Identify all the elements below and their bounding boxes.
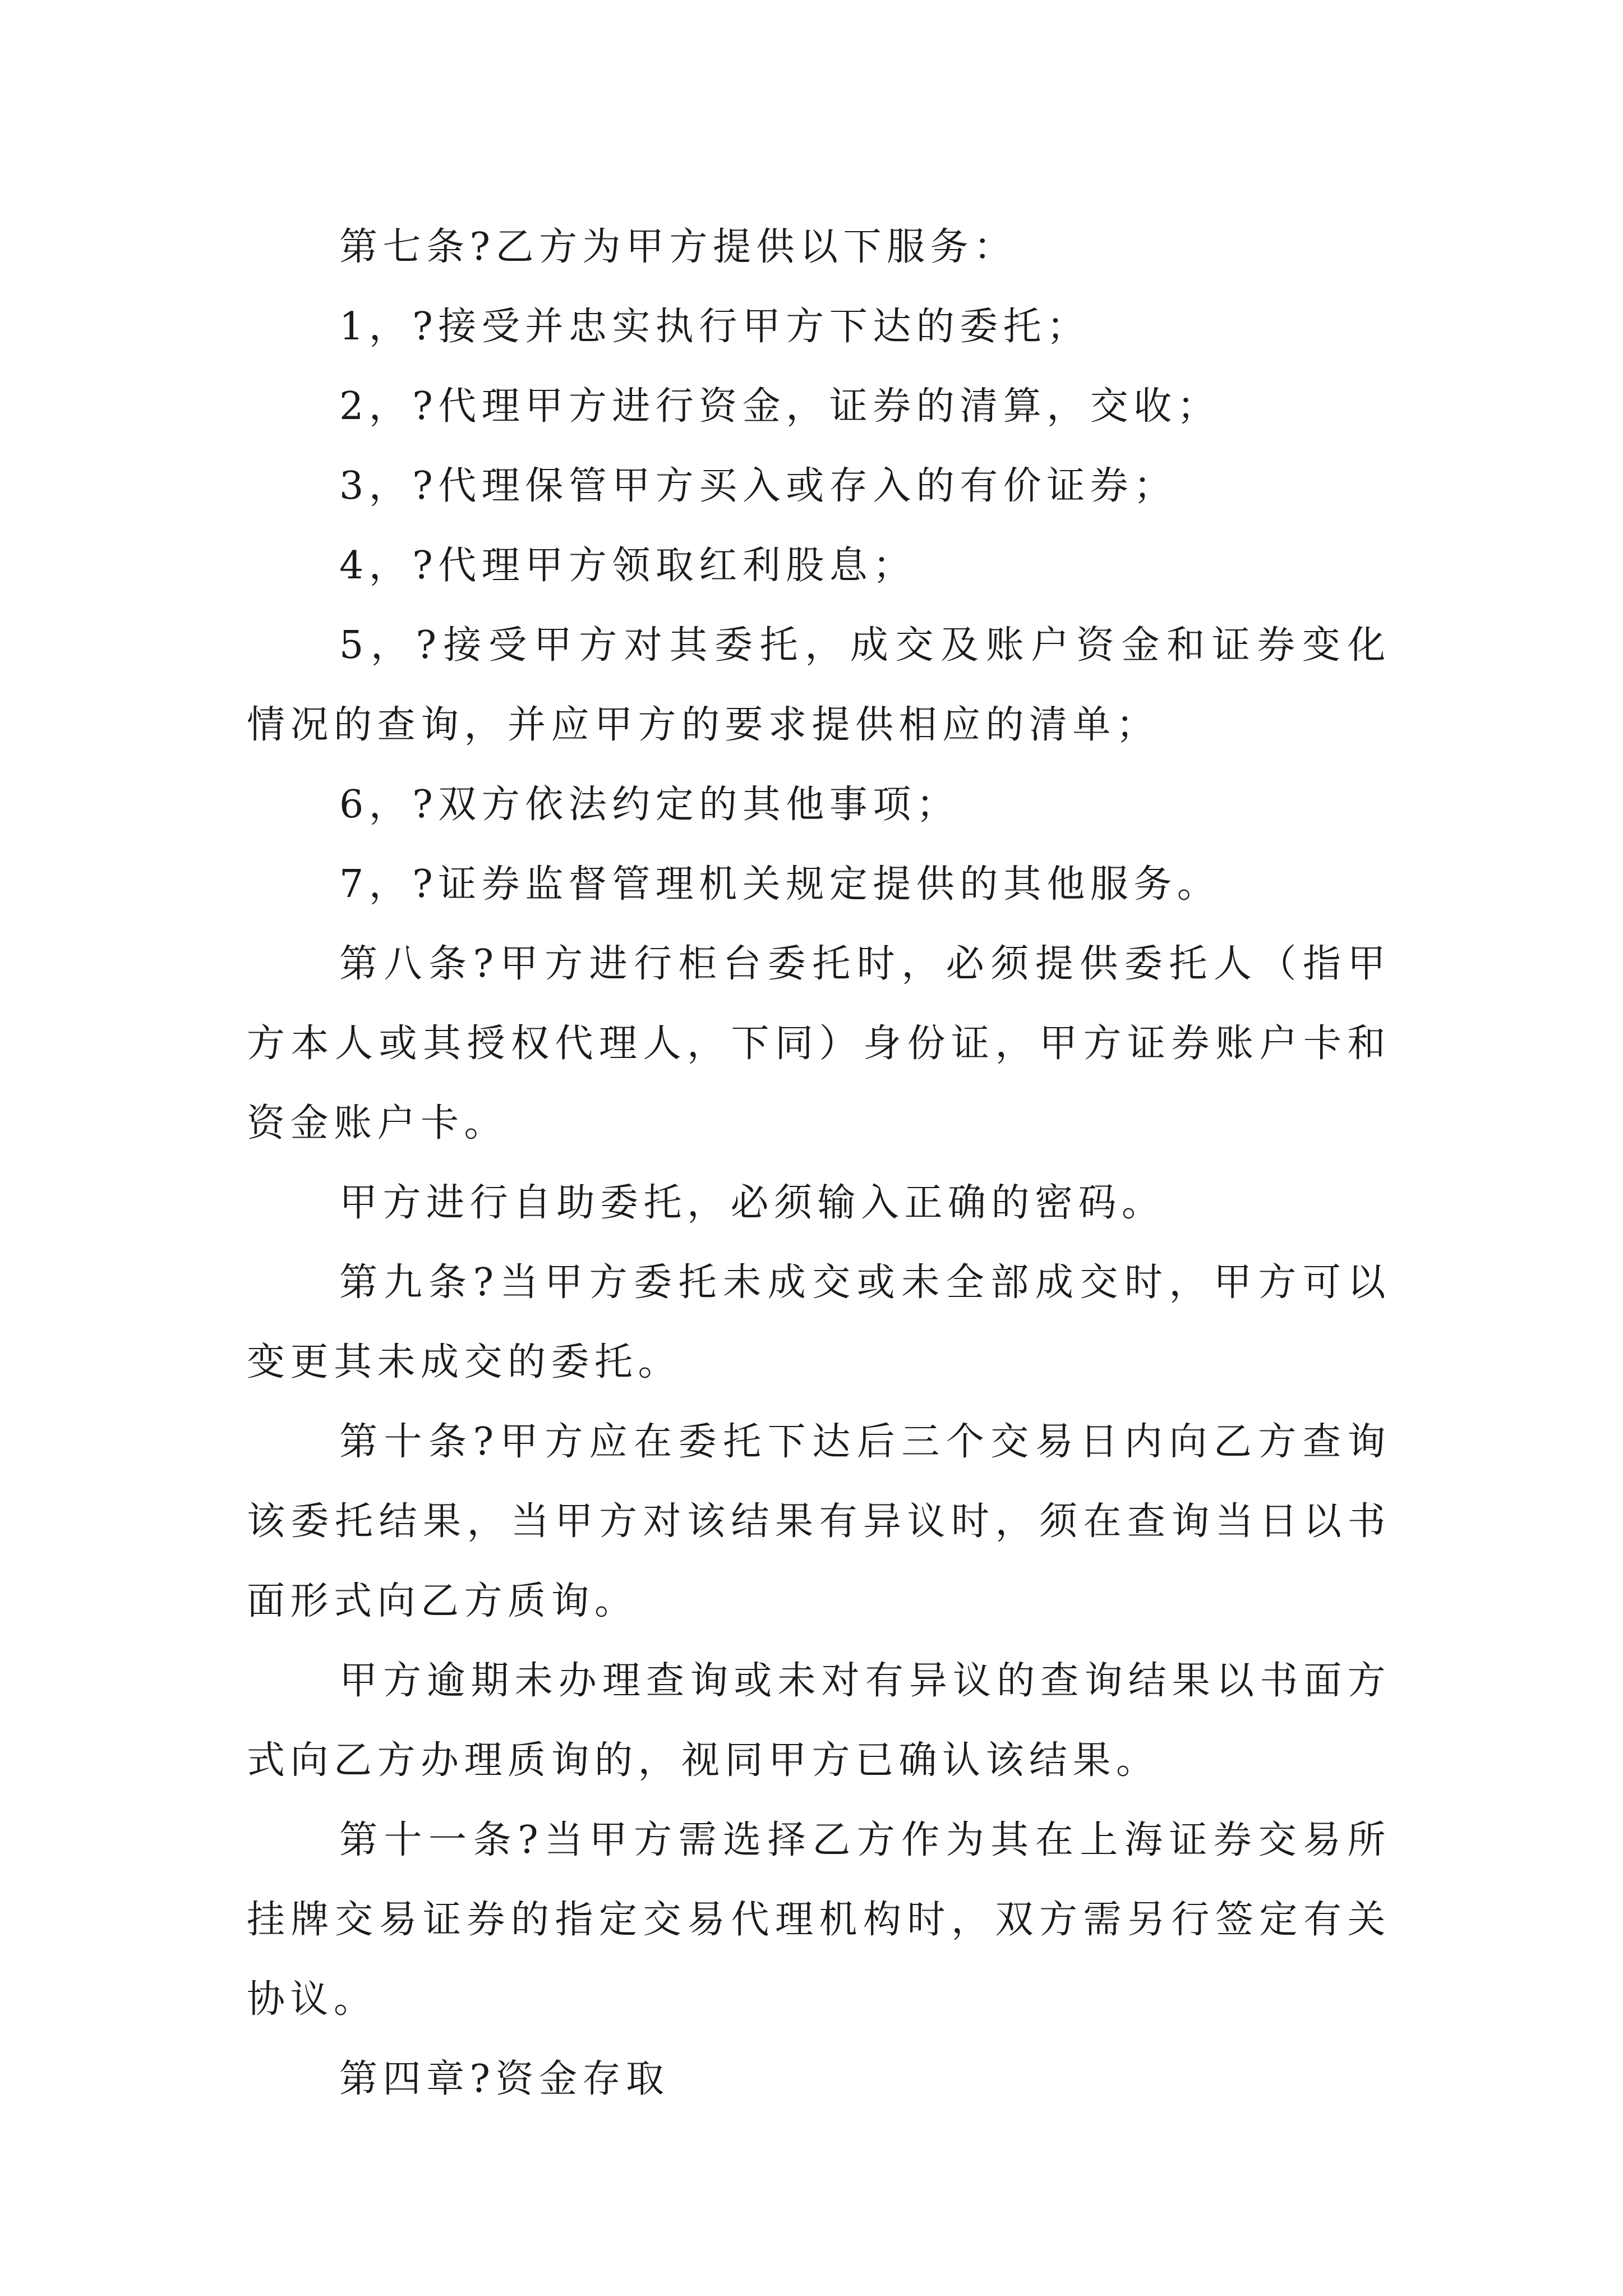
overdue-query-paragraph: 甲方逾期未办理查询或未对有异议的查询结果以书面方式向乙方办理质询的，视同甲方已确认该结果。 — [247, 1659, 1391, 1783]
service-item-4: 4，?代理甲方领取红利股息； — [339, 544, 916, 588]
article-7-heading: 第七条?乙方为甲方提供以下服务： — [339, 225, 1017, 269]
service-item-3: 3，?代理保管甲方买入或存入的有价证券； — [339, 464, 1177, 508]
self-service-paragraph: 甲方进行自助委托，必须输入正确的密码。 — [339, 1181, 1165, 1225]
service-item-6: 6，?双方依法约定的其他事项； — [339, 783, 960, 827]
service-item-5: 5，?接受甲方对其委托，成交及账户资金和证券变化情况的查询，并应甲方的要求提供相应的清单； — [247, 623, 1391, 747]
service-item-1: 1，?接受并忠实执行甲方下达的委托； — [339, 305, 1090, 349]
article-10-paragraph: 第十条?甲方应在委托下达后三个交易日内向乙方查询该委托结果，当甲方对该结果有异议时，须在查询当日以书面形式向乙方质询。 — [247, 1420, 1391, 1623]
service-item-7: 7，?证券监督管理机关规定提供的其他服务。 — [339, 862, 1221, 907]
article-8-paragraph: 第八条?甲方进行柜台委托时，必须提供委托人（指甲方本人或其授权代理人，下同）身份证，甲方证券账户卡和资金账户卡。 — [247, 942, 1391, 1145]
chapter-4-heading: 第四章?资金存取 — [339, 2057, 670, 2101]
article-9-paragraph: 第九条?当甲方委托未成交或未全部成交时，甲方可以变更其未成交的委托。 — [247, 1260, 1391, 1384]
service-item-2: 2，?代理甲方进行资金，证券的清算，交收； — [339, 384, 1221, 429]
document-body — [247, 208, 1391, 2119]
article-11-paragraph: 第十一条?当甲方需选择乙方作为其在上海证券交易所挂牌交易证券的指定交易代理机构时，双方需另行签定有关协议。 — [247, 1818, 1391, 2022]
